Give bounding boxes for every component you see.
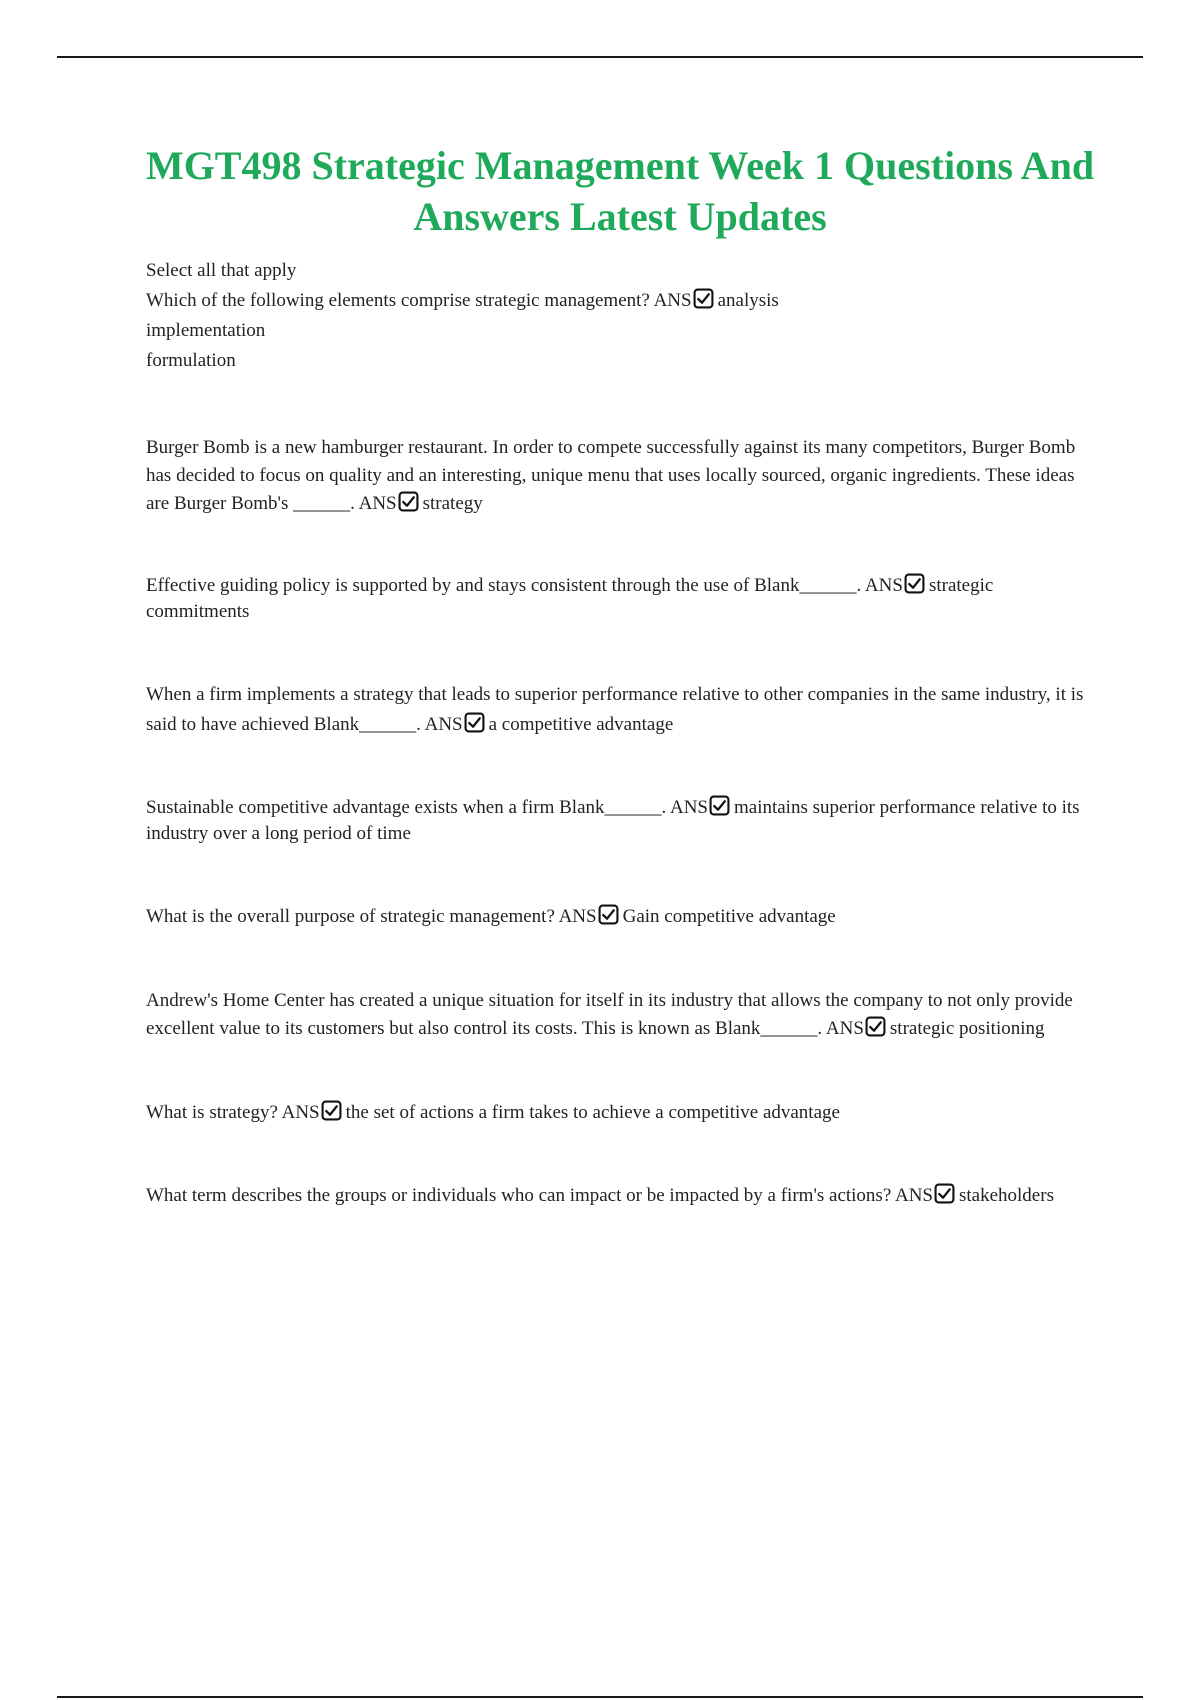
checkbox-checked-icon: [709, 795, 730, 816]
answer-text: strategy: [422, 493, 483, 514]
qa-item: [146, 1098, 1091, 1128]
answer-text: analysis: [717, 290, 779, 311]
checkbox-checked-icon: [398, 491, 419, 512]
qa-item: [146, 1183, 1091, 1209]
document-title: MGT498 Strategic Management Week 1 Questions And Answers Latest Updates: [145, 143, 1095, 239]
question-text: Effective guiding policy is supported by and stays consistent through the use of Blank______.: [146, 575, 862, 596]
qa-item: [146, 573, 1091, 625]
question-text: What term describes the groups or individuals who can impact or be impacted by a firm's actions?: [146, 1185, 892, 1206]
checkbox-checked-icon: [598, 904, 619, 925]
question-text: What is strategy?: [146, 1102, 278, 1123]
footer-rule: [57, 1696, 1143, 1698]
ans-label: ANS: [894, 1185, 933, 1206]
qa-item: [146, 902, 1091, 932]
qa-item: [146, 434, 1091, 518]
answer-text: maintains superior performance relative to its industry over a long period of time: [146, 797, 1080, 844]
question-text: When a firm implements a strategy that leads to superior performance relative to other companies in the same industry, it is said to have achieved Blank______.: [146, 684, 1084, 735]
question-text: Which of the following elements comprise strategic management?: [146, 290, 650, 311]
ans-label: ANS: [825, 1018, 864, 1039]
answer-text: a competitive advantage: [488, 714, 674, 735]
question-text: What is the overall purpose of strategic management?: [146, 906, 555, 927]
checkbox-checked-icon: [904, 573, 925, 594]
answer-text: strategic commitments: [146, 575, 994, 622]
question-text: Burger Bomb is a new hamburger restaurant. In order to compete successfully against its many competitors, Burger Bomb has decided to focus on quality and an interesting, unique menu that uses locally sourced, organic ingredients. These ideas are Burger Bomb's ______.: [146, 437, 1076, 514]
answer-text: Gain competitive advantage: [622, 906, 836, 927]
document-body: [146, 256, 1091, 1209]
question-text: Sustainable competitive advantage exists when a firm Blank______.: [146, 797, 667, 818]
qa-item: [146, 987, 1091, 1043]
checkbox-checked-icon: [464, 712, 485, 733]
qa-item: [146, 795, 1091, 847]
answer-text: the set of actions a firm takes to achieve a competitive advantage: [345, 1102, 840, 1123]
ans-label: ANS: [281, 1102, 320, 1123]
answer-line: implementation: [146, 320, 266, 341]
ans-label: ANS: [864, 575, 903, 596]
intro-text: Select all that apply: [146, 260, 297, 281]
checkbox-checked-icon: [321, 1100, 342, 1121]
answer-text: stakeholders: [958, 1185, 1054, 1206]
qa-item: [146, 286, 1091, 316]
checkbox-checked-icon: [934, 1183, 955, 1204]
ans-label: ANS: [653, 290, 692, 311]
checkbox-checked-icon: [865, 1016, 886, 1037]
ans-label: ANS: [669, 797, 708, 818]
answer-text: strategic positioning: [889, 1018, 1045, 1039]
ans-label: ANS: [558, 906, 597, 927]
question-text: Andrew's Home Center has created a unique situation for itself in its industry that allows the company to not only provide excellent value to its customers but also control its costs. This is known as Blank______.: [146, 990, 1073, 1039]
ans-label: ANS: [424, 714, 463, 735]
answer-line: formulation: [146, 350, 236, 371]
header-rule: [57, 56, 1143, 58]
ans-label: ANS: [358, 493, 397, 514]
checkbox-checked-icon: [693, 288, 714, 309]
qa-item: [146, 680, 1091, 740]
